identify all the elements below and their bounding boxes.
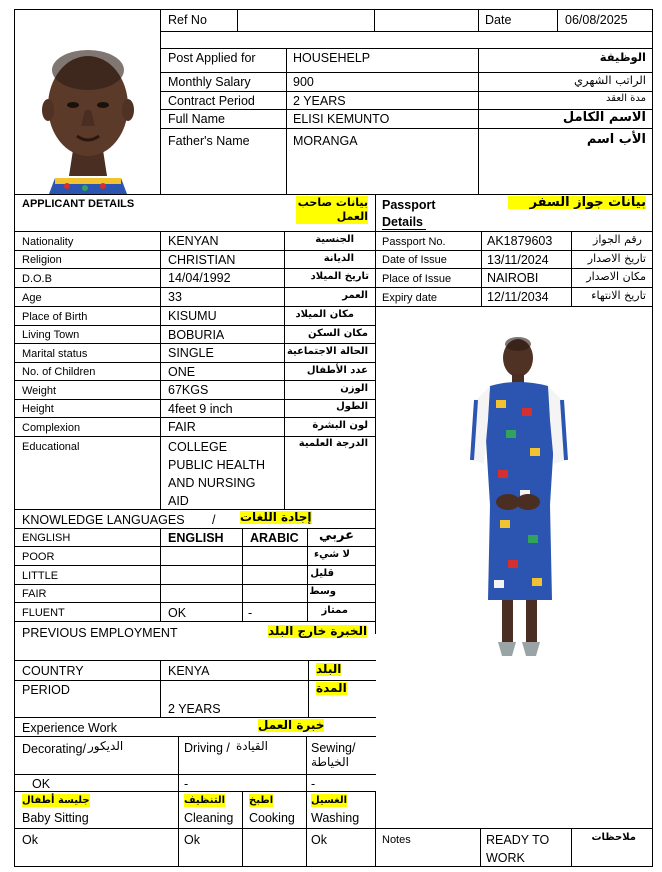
height-value[interactable]: 4feet 9 inch [168,402,233,416]
knowledge-languages-arabic: إجادة اللغات [240,510,312,524]
driving-label: Driving / [184,741,230,755]
educational-value-line3[interactable]: AND NURSING [168,476,256,490]
date-of-issue-label: Date of Issue [382,254,447,266]
father-name-value[interactable]: MORANGA [293,134,358,148]
washing-arabic: الغسيل [311,795,348,806]
children-arabic: عدد الأطفال [306,365,368,376]
baby-sitting-label: Baby Sitting [22,811,89,825]
notes-value-line2[interactable]: WORK [486,851,525,865]
decorating-arabic: الديكور [88,739,124,753]
date-label: Date [485,13,512,27]
religion-value[interactable]: CHRISTIAN [168,253,236,267]
notes-label: Notes [382,834,411,846]
baby-sitting-value[interactable]: Ok [22,833,38,847]
cleaning-value[interactable]: Ok [184,833,200,847]
place-of-birth-value[interactable]: KISUMU [168,309,217,323]
driving-arabic: القيادة [236,739,268,753]
monthly-salary-value[interactable]: 900 [293,75,314,89]
driving-value[interactable]: - [184,777,189,791]
religion-arabic: الديانة [323,253,354,264]
place-of-birth-arabic: مكان الميلاد [295,309,354,320]
lang-fair-label: FAIR [22,588,47,600]
contract-period-arabic: مدة العقد [606,93,646,104]
educational-value-line1[interactable]: COLLEGE [168,440,228,454]
marital-status-value[interactable]: SINGLE [168,346,214,360]
knowledge-languages-slash: / [212,513,216,527]
expiry-date-arabic: تاريخ الانتهاء [591,289,646,302]
previous-employment-arabic: الخبرة خارج البلد [268,624,368,638]
washing-label: Washing [311,811,360,825]
height-arabic: الطول [336,401,368,412]
cooking-arabic: اطبخ [249,795,274,806]
period-label: PERIOD [22,683,70,697]
passport-no-label: Passport No. [382,236,446,248]
decorating-label: Decorating/ [22,742,86,756]
decorating-value[interactable]: OK [32,777,51,791]
nationality-arabic: الجنسية [315,234,354,245]
educational-label: Educational [22,441,80,453]
marital-status-arabic: الحالة الاجتماعية [286,346,368,357]
dob-value[interactable]: 14/04/1992 [168,271,231,285]
place-of-issue-value[interactable]: NAIROBI [487,271,539,285]
experience-work-title: Experience Work [22,721,117,735]
living-town-label: Living Town [22,329,80,341]
father-name-arabic: الأب اسم [586,132,646,147]
lang-fluent-arabic[interactable]: - [248,606,253,620]
place-of-birth-label: Place of Birth [22,311,88,323]
period-value[interactable]: 2 YEARS [168,702,221,716]
date-of-issue-arabic: تاريخ الاصدار [587,252,646,265]
dob-label: D.O.B [22,273,52,285]
expiry-date-value[interactable]: 12/11/2034 [487,290,549,304]
passport-no-value[interactable]: AK1879603 [487,234,553,248]
place-of-issue-arabic: مكان الاصدار [586,270,646,283]
expiry-date-label: Expiry date [382,292,438,304]
applicant-details-title-arabic: بيانات صاحب العمل [297,196,368,223]
dob-arabic: تاريخ الميلاد [310,271,369,282]
age-label: Age [22,292,42,304]
lang-fluent-english[interactable]: OK [168,606,187,620]
language-column-arabic-script: عربي [318,528,354,543]
religion-label: Religion [22,254,62,266]
cooking-label: Cooking [249,811,295,825]
marital-status-label: Marital status [22,348,88,360]
monthly-salary-arabic: الراتب الشهري [574,73,646,87]
living-town-arabic: مكان السكن [308,328,368,339]
age-arabic: العمر [342,290,368,301]
applicant-portrait-photo [15,10,159,194]
applicant-details-title: APPLICANT DETAILS [22,198,135,210]
sewing-arabic: الخياطة [311,755,349,769]
experience-work-arabic: خبرة العمل [258,718,325,732]
full-name-arabic: الاسم الكامل [562,110,646,125]
lang-little-arabic-script: قليل [310,568,334,579]
full-name-label: Full Name [168,112,225,126]
post-applied-value[interactable]: HOUSEHELP [293,51,371,65]
previous-employment-title: PREVIOUS EMPLOYMENT [22,626,178,640]
father-name-label: Father's Name [168,134,250,148]
passport-title-underline [382,229,426,230]
children-value[interactable]: ONE [168,365,196,379]
complexion-value[interactable]: FAIR [168,420,196,434]
living-town-value[interactable]: BOBURIA [168,328,225,342]
period-arabic: المدة [316,681,347,695]
lang-poor-arabic-script: لا شيء [314,549,350,560]
post-applied-label: Post Applied for [168,51,256,65]
date-of-issue-value[interactable]: 13/11/2024 [487,253,549,267]
washing-value[interactable]: Ok [311,833,327,847]
country-label: COUNTRY [22,664,84,678]
passport-no-arabic: رقم الجواز [593,233,642,246]
post-applied-arabic: الوظيفة [599,50,646,64]
applicant-full-body-photo [460,330,580,660]
complexion-arabic: لون البشرة [312,420,368,431]
notes-arabic: ملاحظات [591,832,636,843]
language-column-label: ENGLISH [22,532,71,544]
educational-value-line4[interactable]: AID [168,494,189,508]
place-of-issue-label: Place of Issue [382,273,452,285]
passport-details-title-arabic: بيانات جواز السفر [508,196,646,209]
lang-fair-arabic-script: وسط [309,586,336,597]
knowledge-languages-title: KNOWLEDGE LANGUAGES [22,513,185,527]
educational-value-line2[interactable]: PUBLIC HEALTH [168,458,266,472]
passport-details-title-line1: Passport [382,198,436,212]
language-column-english: ENGLISH [168,531,224,545]
country-arabic: البلد [316,662,342,676]
nationality-label: Nationality [22,236,74,248]
weight-label: Weight [22,385,57,397]
height-label: Height [22,403,54,415]
monthly-salary-label: Monthly Salary [168,75,251,89]
cleaning-arabic: التنظيف [184,795,226,806]
nationality-value[interactable]: KENYAN [168,234,219,248]
lang-little-label: LITTLE [22,570,59,582]
contract-period-value[interactable]: 2 YEARS [293,94,346,108]
lang-poor-label: POOR [22,551,55,563]
baby-sitting-arabic: جليسة أطفال [22,795,90,806]
ref-no-label: Ref No [168,13,207,27]
passport-details-title-line2: Details [382,215,423,229]
lang-fluent-arabic-script: ممتاز [321,605,348,616]
contract-period-label: Contract Period [168,94,255,108]
full-name-value[interactable]: ELISI KEMUNTO [293,112,390,126]
country-value[interactable]: KENYA [168,664,210,678]
educational-arabic: الدرجة العلمية [298,438,368,449]
weight-value[interactable]: 67KGS [168,383,209,397]
sewing-value[interactable]: - [311,777,316,791]
children-label: No. of Children [22,366,96,378]
lang-fluent-label: FLUENT [22,607,65,619]
date-value[interactable]: 06/08/2025 [565,13,628,27]
notes-value-line1[interactable]: READY TO [486,833,550,847]
age-value[interactable]: 33 [168,290,182,304]
cleaning-label: Cleaning [184,811,234,825]
weight-arabic: الوزن [340,383,368,394]
sewing-label: Sewing/ [311,741,356,755]
complexion-label: Complexion [22,422,81,434]
language-column-arabic: ARABIC [250,531,299,545]
